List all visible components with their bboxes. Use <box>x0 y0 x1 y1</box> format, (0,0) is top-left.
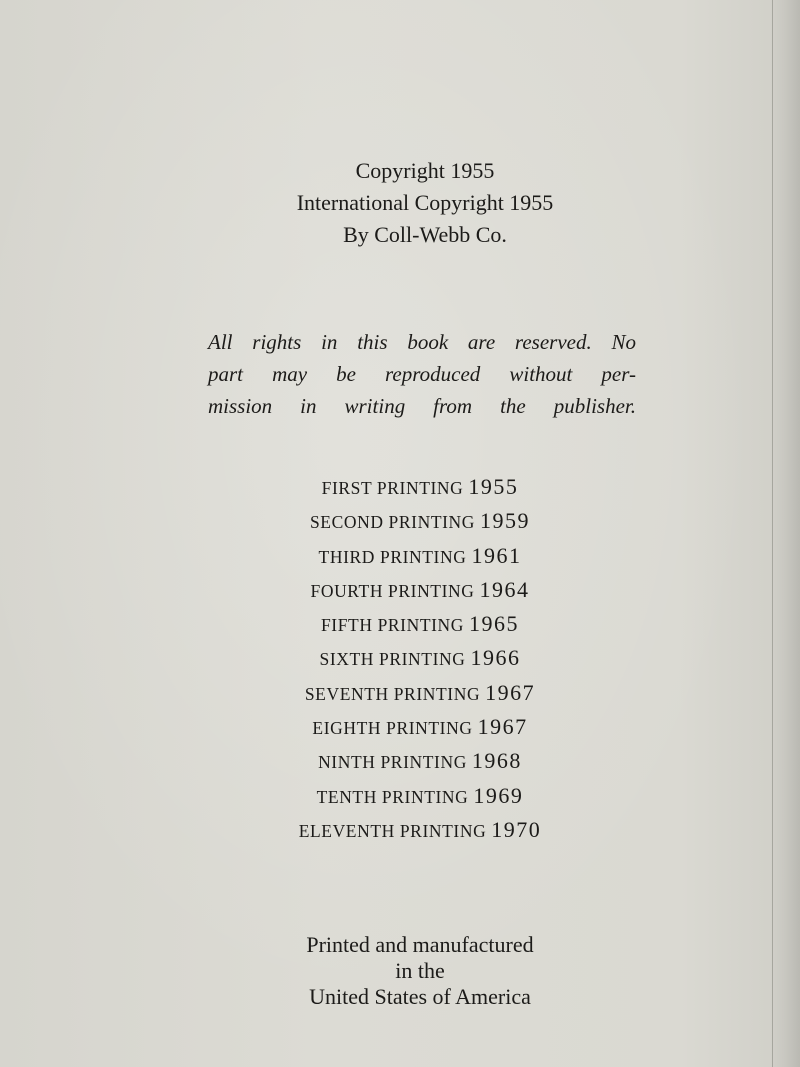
rights-line-1: All rights in this book are reserved. No <box>208 330 636 354</box>
printing-entry <box>220 779 620 813</box>
publisher-line: By Coll-Webb Co. <box>343 222 507 247</box>
printing-year: 1968 <box>471 748 522 774</box>
printing-label: TENTH PRINTING <box>316 786 469 807</box>
printing-entry <box>220 539 620 573</box>
rights-reserved-notice <box>208 326 636 422</box>
printing-label: NINTH PRINTING <box>318 752 467 773</box>
rights-line-3: mission in writing from the publisher. <box>208 394 636 418</box>
printing-year: 1967 <box>485 679 536 705</box>
printing-entry <box>220 744 620 778</box>
printing-year: 1969 <box>473 782 524 808</box>
printed-line-2: in the <box>395 958 445 983</box>
printing-label: FOURTH PRINTING <box>310 580 475 601</box>
printing-label: SIXTH PRINTING <box>319 649 466 670</box>
printing-entry <box>220 607 620 641</box>
printing-label: EIGHTH PRINTING <box>312 718 473 739</box>
printing-entry <box>220 710 620 744</box>
printed-line-3: United States of America <box>309 984 531 1009</box>
printing-entry <box>220 504 620 538</box>
printing-entry <box>220 676 620 710</box>
copyright-notice <box>220 155 630 251</box>
printing-year: 1966 <box>470 645 521 671</box>
printing-year: 1967 <box>477 714 528 740</box>
printing-label: FIRST PRINTING <box>321 478 464 498</box>
printing-year: 1955 <box>468 474 519 499</box>
page-edge-shadow <box>770 0 800 1067</box>
printing-entry <box>220 641 620 675</box>
printing-entry <box>220 470 620 504</box>
international-copyright-line: International Copyright 1955 <box>296 190 554 215</box>
printing-label: ELEVENTH PRINTING <box>298 820 487 841</box>
printing-label: SEVENTH PRINTING <box>304 683 481 704</box>
printing-year: 1965 <box>469 611 520 637</box>
printing-label: THIRD PRINTING <box>318 546 467 567</box>
printing-label: SECOND PRINTING <box>309 512 476 533</box>
printed-in-notice <box>240 932 600 1010</box>
printing-entry <box>220 573 620 607</box>
printing-year: 1970 <box>491 816 542 842</box>
printing-year: 1961 <box>471 542 522 568</box>
rights-line-2: part may be reproduced without per- <box>208 362 636 386</box>
printing-entry <box>220 813 620 847</box>
copyright-line: Copyright 1955 <box>355 158 495 183</box>
printed-line-1: Printed and manufactured <box>306 932 534 957</box>
printing-year: 1959 <box>480 508 531 534</box>
printing-history-list <box>220 470 620 847</box>
printing-year: 1964 <box>479 576 530 602</box>
page-edge-line <box>772 0 773 1067</box>
printing-label: FIFTH PRINTING <box>320 615 465 636</box>
